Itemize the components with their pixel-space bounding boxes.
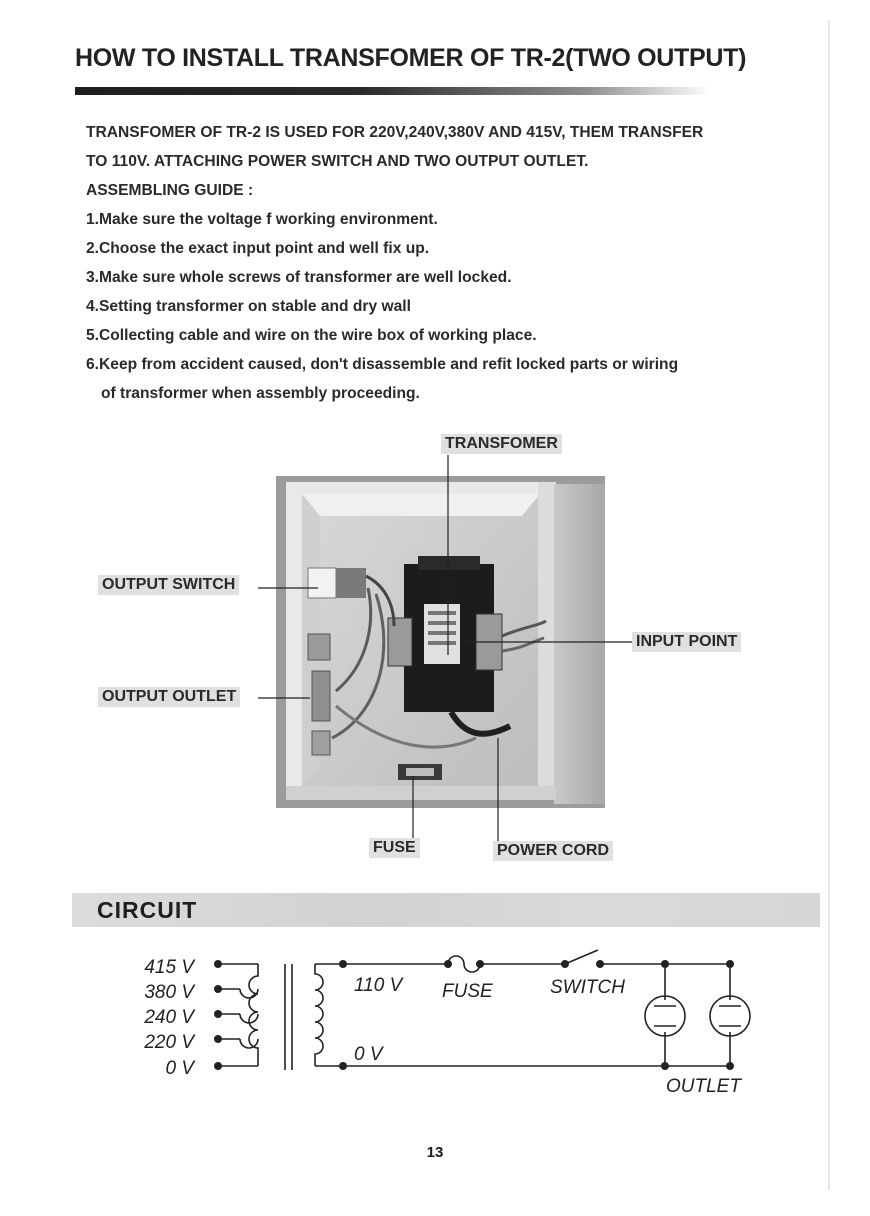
label-output-switch: OUTPUT SWITCH xyxy=(98,575,239,595)
tap-label: 0 V xyxy=(165,1058,194,1079)
label-power-cord: POWER CORD xyxy=(493,841,613,861)
step-1: 1.Make sure the voltage f working environment. xyxy=(86,211,438,228)
switch-label: SWITCH xyxy=(550,977,625,998)
label-output-outlet: OUTPUT OUTLET xyxy=(98,687,240,707)
tap-label: 380 V xyxy=(144,982,194,1003)
circuit-heading: CIRCUIT xyxy=(97,897,198,923)
tap-label: 240 V xyxy=(144,1007,194,1028)
label-input-point: INPUT POINT xyxy=(632,632,741,652)
step-5: 5.Collecting cable and wire on the wire box of working place. xyxy=(86,327,537,344)
label-transformer: TRANSFOMER xyxy=(441,434,562,454)
step-6-continuation: of transformer when assembly proceeding. xyxy=(101,385,420,402)
tap-label: 220 V xyxy=(144,1032,194,1053)
secondary-110v-label: 110 V xyxy=(354,975,403,996)
tap-label: 415 V xyxy=(144,957,194,978)
step-4: 4.Setting transformer on stable and dry wall xyxy=(86,298,411,315)
label-fuse: FUSE xyxy=(369,838,420,858)
page-number: 13 xyxy=(426,1144,444,1161)
step-3: 3.Make sure whole screws of transformer are well locked. xyxy=(86,269,512,286)
outlet-label: OUTLET xyxy=(666,1076,741,1097)
fuse-label: FUSE xyxy=(442,981,493,1002)
secondary-0v-label: 0 V xyxy=(354,1044,383,1065)
page-title: HOW TO INSTALL TRANSFOMER OF TR-2(TWO OUTPUT) xyxy=(75,44,747,72)
circuit-diagram xyxy=(130,940,770,1100)
intro-line: TRANSFOMER OF TR-2 IS USED FOR 220V,240V,380V AND 415V, THEM TRANSFER xyxy=(86,124,704,141)
intro-line: TO 110V. ATTACHING POWER SWITCH AND TWO OUTPUT OUTLET. xyxy=(86,153,589,170)
guide-heading: ASSEMBLING GUIDE : xyxy=(86,182,254,199)
step-6: 6.Keep from accident caused, don't disassemble and refit locked parts or wiring xyxy=(86,356,679,373)
step-2: 2.Choose the exact input point and well fix up. xyxy=(86,240,430,257)
